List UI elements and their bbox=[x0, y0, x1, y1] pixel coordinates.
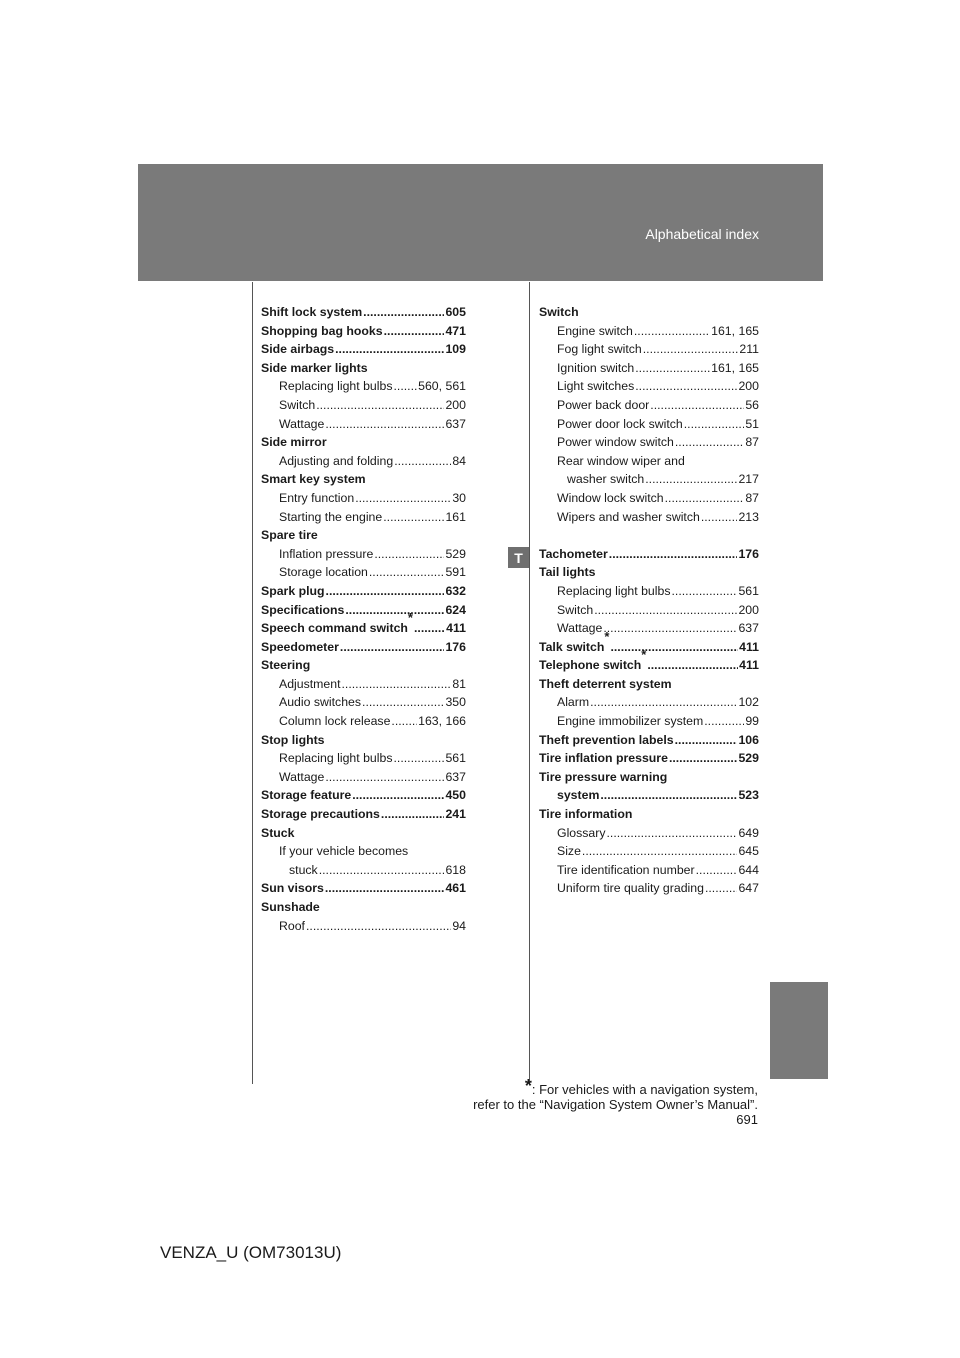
section-letter-badge: T bbox=[508, 547, 529, 568]
index-entry-label: Tire inflation pressure bbox=[539, 751, 668, 766]
leader-dots bbox=[607, 824, 738, 843]
footnote-line-1: : For vehicles with a navigation system, bbox=[531, 1082, 758, 1097]
index-page-ref: 87 bbox=[745, 435, 759, 450]
index-entry-label: washer switch bbox=[567, 472, 645, 487]
index-entry-label: Tail lights bbox=[539, 565, 596, 580]
index-entry-label: Wipers and washer switch bbox=[557, 509, 700, 524]
index-subentry bbox=[539, 377, 759, 396]
footnote-star-marker: * bbox=[407, 610, 413, 626]
index-entry-label: Stuck bbox=[261, 825, 295, 840]
index-page-ref: 411 bbox=[739, 658, 759, 673]
index-entry bbox=[261, 433, 466, 452]
footnote-star: * bbox=[524, 1076, 532, 1096]
leader-dots bbox=[394, 452, 451, 471]
index-entry bbox=[261, 303, 466, 322]
index-subentry bbox=[539, 693, 759, 712]
leader-dots bbox=[650, 396, 744, 415]
index-entry-label: Side airbags bbox=[261, 342, 335, 357]
leader-dots bbox=[414, 619, 445, 638]
index-entry-label: Sun visors bbox=[261, 881, 324, 896]
index-page-ref: 350 bbox=[445, 695, 466, 710]
index-entry-label: Replacing light bulbs bbox=[557, 583, 671, 598]
leader-dots bbox=[603, 619, 737, 638]
index-entry-label: Entry function bbox=[279, 490, 355, 505]
index-page-ref: 176 bbox=[445, 639, 466, 654]
index-entry bbox=[539, 647, 759, 675]
leader-dots bbox=[704, 712, 744, 731]
index-page-ref: 99 bbox=[745, 714, 759, 729]
index-entry bbox=[539, 768, 759, 787]
index-subentry bbox=[261, 749, 466, 768]
leader-dots bbox=[675, 433, 744, 452]
index-page-ref: 605 bbox=[445, 305, 466, 319]
index-entry bbox=[261, 470, 466, 489]
leader-dots bbox=[363, 303, 444, 322]
index-entry-label: Talk switch bbox=[539, 639, 605, 654]
index-entry bbox=[539, 563, 759, 582]
index-entry bbox=[261, 638, 466, 657]
index-entry bbox=[261, 582, 466, 601]
index-page-ref: 241 bbox=[445, 807, 466, 822]
leader-dots bbox=[391, 712, 417, 731]
index-spacer bbox=[539, 526, 759, 545]
index-page-ref: 561 bbox=[445, 751, 466, 766]
index-page-ref: 109 bbox=[445, 342, 466, 357]
leader-dots bbox=[669, 749, 738, 768]
index-page-ref: 471 bbox=[445, 323, 466, 338]
leader-dots bbox=[671, 582, 737, 601]
index-page-ref: 94 bbox=[452, 918, 466, 933]
index-subentry bbox=[539, 619, 759, 638]
index-entry-label: stuck bbox=[289, 862, 318, 877]
index-entry-label: Specifications bbox=[261, 602, 345, 617]
index-subentry bbox=[261, 917, 466, 936]
index-subentry bbox=[261, 712, 466, 731]
leader-dots bbox=[696, 861, 738, 880]
index-entry-label: Audio switches bbox=[279, 695, 362, 710]
index-entry bbox=[261, 786, 466, 805]
thumb-index-tab bbox=[770, 982, 828, 1079]
index-entry-label: Storage precautions bbox=[261, 807, 380, 822]
index-subentry bbox=[539, 601, 759, 620]
index-entry-label: Telephone switch bbox=[539, 658, 642, 673]
index-page-ref: 637 bbox=[445, 769, 466, 784]
index-entry-label: Tachometer bbox=[539, 546, 608, 561]
index-entry bbox=[261, 824, 466, 843]
index-page-ref: 645 bbox=[738, 844, 759, 859]
index-page-ref: 644 bbox=[738, 862, 759, 877]
leader-dots bbox=[381, 805, 445, 824]
leader-dots bbox=[647, 656, 738, 675]
index-page-ref: 56 bbox=[745, 397, 759, 412]
leader-dots bbox=[326, 582, 445, 601]
index-subentry bbox=[539, 842, 759, 861]
index-entry-label: Switch bbox=[539, 305, 579, 319]
index-subentry bbox=[261, 452, 466, 471]
index-entry-label: Starting the engine bbox=[279, 509, 383, 524]
index-entry-label: Adjustment bbox=[279, 676, 341, 691]
index-page-ref: 591 bbox=[445, 565, 466, 580]
index-page-ref: 618 bbox=[445, 862, 466, 877]
index-entry-label: Alarm bbox=[557, 695, 590, 710]
index-subentry bbox=[261, 545, 466, 564]
index-entry-label: Sunshade bbox=[261, 900, 320, 914]
index-entry-label: Shift lock system bbox=[261, 305, 363, 319]
index-entry-label: Tire pressure warning bbox=[539, 769, 668, 784]
index-column-left bbox=[261, 303, 466, 935]
index-entry-label: Rear window wiper and bbox=[557, 453, 685, 468]
index-entry-label: Wattage bbox=[279, 416, 325, 431]
index-subentry bbox=[539, 470, 759, 489]
middle-column-rule bbox=[529, 282, 530, 1084]
index-entry-label: Engine switch bbox=[557, 323, 633, 338]
index-subentry bbox=[539, 452, 759, 471]
leader-dots bbox=[393, 377, 417, 396]
index-entry-label: Tire information bbox=[539, 807, 633, 822]
index-entry-label: Switch bbox=[279, 397, 316, 412]
index-page-ref: 529 bbox=[445, 546, 466, 561]
index-entry-label: Spark plug bbox=[261, 583, 325, 598]
footnote-star-marker: * bbox=[604, 628, 610, 644]
index-entry-label: Engine immobilizer system bbox=[557, 714, 704, 729]
index-page-ref: 176 bbox=[738, 546, 759, 561]
index-subentry bbox=[261, 861, 466, 880]
index-page-ref: 450 bbox=[445, 788, 466, 803]
index-subentry bbox=[261, 563, 466, 582]
index-subentry bbox=[539, 879, 759, 898]
index-entry bbox=[539, 731, 759, 750]
leader-dots bbox=[610, 638, 738, 657]
index-entry bbox=[261, 340, 466, 359]
index-page-ref: 51 bbox=[745, 416, 759, 431]
index-entry-label: Switch bbox=[557, 602, 594, 617]
leader-dots bbox=[335, 340, 444, 359]
index-page-ref: 637 bbox=[445, 416, 466, 431]
leader-dots bbox=[306, 917, 451, 936]
index-entry-label: Replacing light bulbs bbox=[279, 751, 393, 766]
index-entry-label: Storage location bbox=[279, 565, 368, 580]
index-page-ref: 624 bbox=[445, 602, 466, 617]
leader-dots bbox=[684, 415, 745, 434]
index-subentry bbox=[261, 489, 466, 508]
index-subentry bbox=[539, 322, 759, 341]
index-entry bbox=[261, 526, 466, 545]
index-entry-label: Steering bbox=[261, 658, 311, 673]
leader-dots bbox=[665, 489, 745, 508]
index-page-ref: 632 bbox=[445, 583, 466, 598]
index-entry-label: Roof bbox=[279, 918, 305, 933]
index-page-ref: 163, 166 bbox=[418, 714, 466, 729]
index-entry-label: Fog light switch bbox=[557, 342, 642, 357]
index-page-ref: 200 bbox=[738, 379, 759, 394]
leader-dots bbox=[594, 601, 737, 620]
index-entry-label: Adjusting and folding bbox=[279, 453, 394, 468]
leader-dots bbox=[635, 359, 710, 378]
leader-dots bbox=[325, 879, 445, 898]
index-entry-label: Side mirror bbox=[261, 435, 327, 450]
index-entry bbox=[261, 656, 466, 675]
index-entry-label: Side marker lights bbox=[261, 360, 368, 375]
index-subentry bbox=[539, 359, 759, 378]
leader-dots bbox=[340, 638, 445, 657]
index-entry-label: Column lock release bbox=[279, 714, 391, 729]
leader-dots bbox=[675, 731, 738, 750]
leader-dots bbox=[342, 675, 452, 694]
index-subentry bbox=[261, 675, 466, 694]
index-subentry bbox=[261, 768, 466, 787]
footnote bbox=[473, 1076, 758, 1112]
index-entry bbox=[539, 545, 759, 564]
leader-dots bbox=[393, 749, 444, 768]
index-page-ref: 30 bbox=[452, 490, 466, 505]
index-page-ref: 649 bbox=[738, 825, 759, 840]
index-entry bbox=[261, 731, 466, 750]
index-entry-label: Wattage bbox=[557, 621, 603, 636]
leader-dots bbox=[355, 489, 451, 508]
index-page-ref: 161, 165 bbox=[711, 323, 759, 338]
index-page-ref: 161, 165 bbox=[711, 360, 759, 375]
index-entry bbox=[261, 322, 466, 341]
index-entry bbox=[539, 675, 759, 694]
index-page-ref: 411 bbox=[446, 621, 466, 636]
leader-dots bbox=[319, 861, 445, 880]
leader-dots bbox=[705, 879, 738, 898]
index-entry-label: system bbox=[557, 788, 600, 803]
index-subentry bbox=[261, 415, 466, 434]
index-subentry bbox=[539, 415, 759, 434]
leader-dots bbox=[600, 786, 737, 805]
left-column-rule bbox=[252, 282, 253, 1084]
leader-dots bbox=[325, 768, 444, 787]
index-subentry bbox=[261, 377, 466, 396]
index-entry bbox=[261, 601, 466, 620]
index-subentry bbox=[261, 842, 466, 861]
index-entry bbox=[261, 610, 466, 638]
index-subentry bbox=[539, 824, 759, 843]
leader-dots bbox=[643, 340, 739, 359]
index-page-ref: 461 bbox=[445, 881, 466, 896]
index-subentry bbox=[261, 693, 466, 712]
index-subentry bbox=[539, 433, 759, 452]
index-entry bbox=[539, 749, 759, 768]
index-page-ref: 411 bbox=[739, 639, 759, 654]
index-page-ref: 561 bbox=[738, 583, 759, 598]
index-entry-label: Wattage bbox=[279, 769, 325, 784]
leader-dots bbox=[609, 545, 738, 564]
index-entry bbox=[261, 805, 466, 824]
index-page-ref: 637 bbox=[738, 621, 759, 636]
leader-dots bbox=[590, 693, 737, 712]
index-subentry bbox=[261, 396, 466, 415]
leader-dots bbox=[645, 470, 737, 489]
index-entry-label: Power back door bbox=[557, 397, 650, 412]
header-band bbox=[138, 164, 823, 281]
index-entry-label: Stop lights bbox=[261, 732, 325, 747]
leader-dots bbox=[582, 842, 738, 861]
index-page-ref: 200 bbox=[738, 602, 759, 617]
leader-dots bbox=[325, 415, 444, 434]
leader-dots bbox=[383, 508, 444, 527]
leader-dots bbox=[362, 693, 444, 712]
index-page-ref: 217 bbox=[738, 472, 759, 487]
index-page-ref: 523 bbox=[738, 788, 759, 803]
index-page-ref: 102 bbox=[738, 695, 759, 710]
index-entry bbox=[539, 786, 759, 805]
index-subentry bbox=[539, 508, 759, 527]
index-subentry bbox=[539, 712, 759, 731]
index-entry bbox=[539, 303, 759, 322]
index-entry bbox=[261, 359, 466, 378]
index-page-ref: 529 bbox=[738, 751, 759, 766]
index-entry bbox=[261, 898, 466, 917]
index-entry-label: Ignition switch bbox=[557, 360, 635, 375]
index-entry bbox=[261, 879, 466, 898]
leader-dots bbox=[352, 786, 444, 805]
index-entry-label: Theft prevention labels bbox=[539, 732, 674, 747]
leader-dots bbox=[634, 322, 710, 341]
index-page-ref: 647 bbox=[738, 881, 759, 896]
index-entry-label: If your vehicle becomes bbox=[279, 844, 409, 859]
index-entry-label: Storage feature bbox=[261, 788, 352, 803]
index-page-ref: 211 bbox=[739, 342, 759, 357]
index-page-ref: 87 bbox=[745, 490, 759, 505]
index-entry-label: Spare tire bbox=[261, 528, 318, 543]
index-page-ref: 560, 561 bbox=[418, 379, 466, 394]
index-page-ref: 84 bbox=[452, 453, 466, 468]
leader-dots bbox=[345, 601, 444, 620]
index-entry-label: Power door lock switch bbox=[557, 416, 683, 431]
footnote-star-marker: * bbox=[641, 647, 647, 663]
index-page-ref: 200 bbox=[445, 397, 466, 412]
leader-dots bbox=[316, 396, 444, 415]
index-entry-label: Speedometer bbox=[261, 639, 339, 654]
index-entry-label: Theft deterrent system bbox=[539, 676, 672, 691]
index-entry bbox=[539, 805, 759, 824]
page-number: 691 bbox=[736, 1112, 758, 1127]
leader-dots bbox=[701, 508, 738, 527]
index-entry-label: Shopping bag hooks bbox=[261, 323, 383, 338]
index-subentry bbox=[539, 396, 759, 415]
index-entry-label: Uniform tire quality grading bbox=[557, 881, 704, 896]
index-entry-label: Replacing light bulbs bbox=[279, 379, 393, 394]
index-page-ref: 106 bbox=[738, 732, 759, 747]
index-entry-label: Power window switch bbox=[557, 435, 674, 450]
index-entry-label: Speech command switch bbox=[261, 621, 408, 636]
leader-dots bbox=[369, 563, 445, 582]
leader-dots bbox=[635, 377, 737, 396]
index-entry-label: Light switches bbox=[557, 379, 635, 394]
page-header-title: Alphabetical index bbox=[645, 226, 759, 242]
index-entry-label: Inflation pressure bbox=[279, 546, 374, 561]
index-page-ref: 81 bbox=[452, 676, 466, 691]
index-column-right bbox=[539, 303, 759, 898]
index-entry-label: Smart key system bbox=[261, 472, 366, 487]
document-code: VENZA_U (OM73013U) bbox=[160, 1243, 342, 1262]
footnote-line-2: refer to the “Navigation System Owner’s Manual”. bbox=[473, 1097, 758, 1112]
leader-dots bbox=[384, 322, 445, 341]
index-entry-label: Tire identification number bbox=[557, 862, 695, 877]
index-page-ref: 161 bbox=[445, 509, 466, 524]
leader-dots bbox=[374, 545, 444, 564]
index-subentry bbox=[539, 582, 759, 601]
index-subentry bbox=[261, 508, 466, 527]
index-subentry bbox=[539, 340, 759, 359]
index-page-ref: 213 bbox=[738, 509, 759, 524]
index-entry-label: Window lock switch bbox=[557, 490, 664, 505]
index-entry-label: Size bbox=[557, 844, 581, 859]
index-entry-label: Glossary bbox=[557, 825, 606, 840]
index-subentry bbox=[539, 861, 759, 880]
index-subentry bbox=[539, 489, 759, 508]
